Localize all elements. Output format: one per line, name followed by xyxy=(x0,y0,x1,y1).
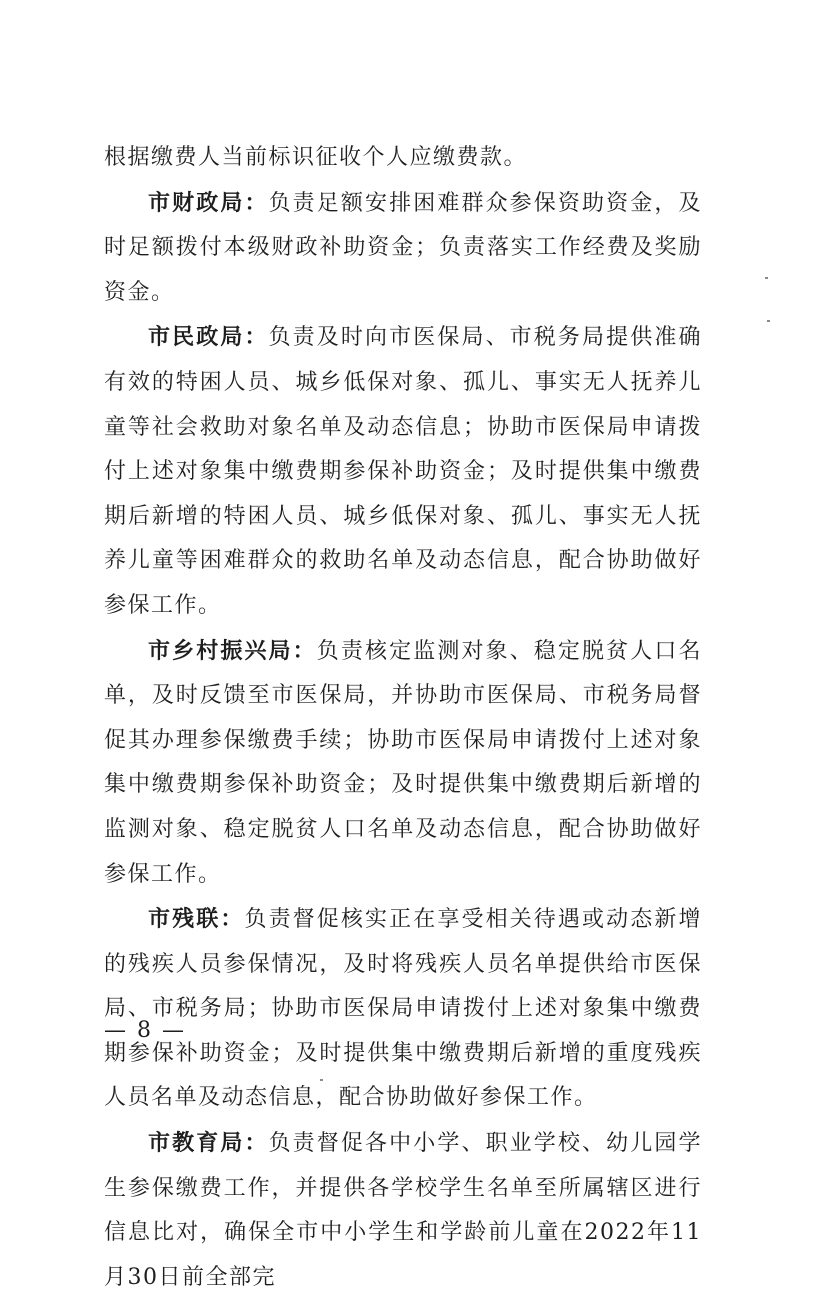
scan-speck xyxy=(767,320,770,322)
paragraph-lead: 市教育局： xyxy=(148,1130,269,1157)
paragraph-civil-affairs-bureau xyxy=(104,315,702,628)
paragraph-lead: 市财政局： xyxy=(148,189,269,216)
paragraph-text: 负责督促核实正在享受相关待遇或动态新增的残疾人员参保情况，及时将残疾人员名单提供给市医保局、市税务局；协助市医保局申请拨付上述对象集中缴费期参保补助资金；及时提供集中缴费期后新增的重度残疾人员名单及动态信息，配合协助做好参保工作。 xyxy=(104,907,702,1111)
paragraph-text: 根据缴费人当前标识征收个人应缴费款。 xyxy=(104,145,528,170)
paragraph-fee-collection xyxy=(104,136,702,181)
scan-speck xyxy=(765,277,768,279)
page-number: — 8 — xyxy=(104,1018,186,1043)
scan-speck xyxy=(320,1079,323,1081)
paragraph-lead: 市残联： xyxy=(148,906,245,933)
paragraph-text: 负责及时向市医保局、市税务局提供准确有效的特困人员、城乡低保对象、孤儿、事实无人抚养儿童等社会救助对象名单及动态信息；协助市医保局申请拨付上述对象集中缴费期参保补助资金；及时提供集中缴费期后新增的特困人员、城乡低保对象、孤儿、事实无人抚养儿童等困难群众的救助名单及动态信息，配合协助做好参保工作。 xyxy=(104,325,702,618)
paragraph-finance-bureau xyxy=(104,181,702,316)
paragraph-text: 负责核定监测对象、稳定脱贫人口名单，及时反馈至市医保局，并协助市医保局、市税务局督促其办理参保缴费手续；协助市医保局申请拨付上述对象集中缴费期参保补助资金；及时提供集中缴费期后新增的监测对象、稳定脱贫人口名单及动态信息，配合协助做好参保工作。 xyxy=(104,638,702,887)
body-text xyxy=(104,136,702,1300)
paragraph-text: 负责足额安排困难群众参保资助资金，及时足额拨付本级财政补助资金；负责落实工作经费及奖励资金。 xyxy=(104,190,702,305)
paragraph-lead: 市乡村振兴局： xyxy=(148,637,317,664)
paragraph-text: 负责督促各中小学、职业学校、幼儿园学生参保缴费工作，并提供各学校学生名单至所属辖区进行信息比对，确保全市中小学生和学龄前儿童在2022年11月30日前全部完 xyxy=(104,1131,702,1290)
paragraph-rural-revitalization-bureau xyxy=(104,629,702,898)
paragraph-disabled-federation xyxy=(104,897,702,1121)
paragraph-education-bureau xyxy=(104,1121,702,1300)
paragraph-lead: 市民政局： xyxy=(148,324,269,351)
